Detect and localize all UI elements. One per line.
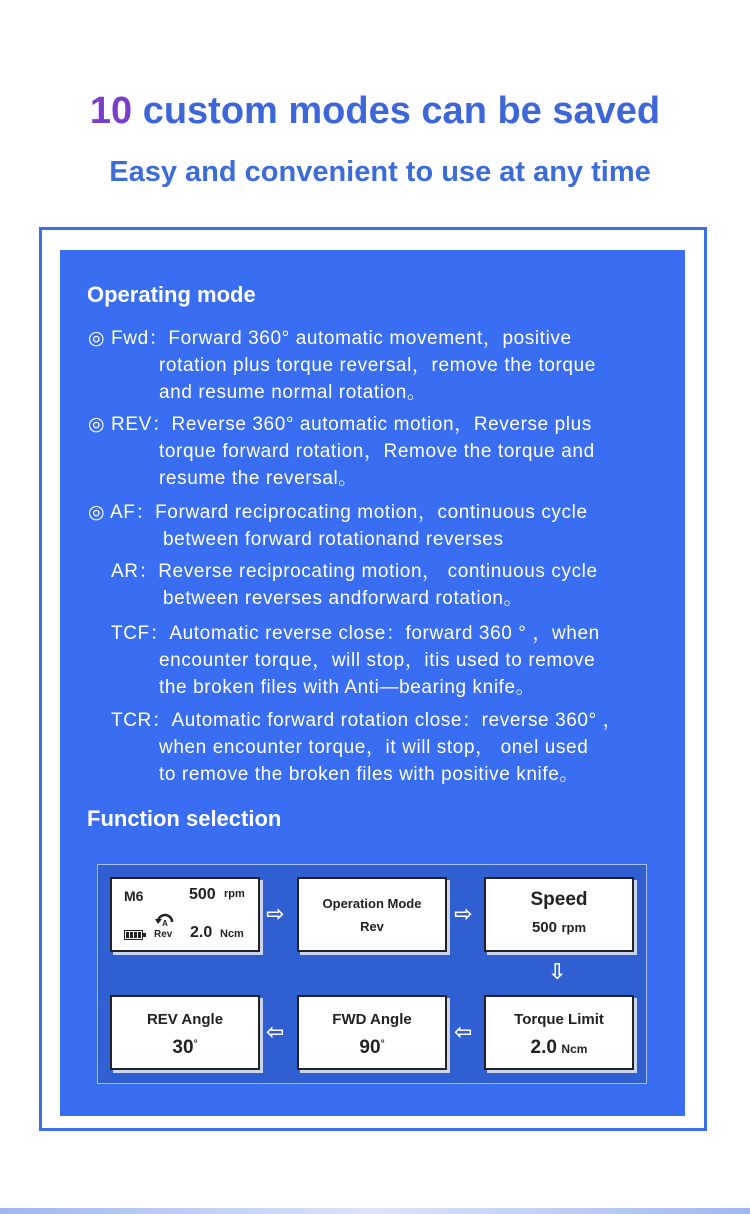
mode-line: Reverse 360° automatic motion，Reverse plus xyxy=(171,414,592,435)
speed-unit: rpm xyxy=(561,920,587,935)
mode-line: when encounter torque，it will stop， onel used xyxy=(159,737,589,758)
arrow-right-icon: ⇨ xyxy=(454,901,473,926)
speed-title: Speed xyxy=(530,889,588,910)
main-status-screen xyxy=(110,877,260,952)
mode-line: and resume normal rotation。 xyxy=(159,382,427,403)
speed-value: 500 xyxy=(531,919,557,936)
mode-line: Automatic reverse close：forward 360 ° ，when xyxy=(169,623,600,644)
mode-line: resume the reversal。 xyxy=(159,468,358,489)
fwd-angle-readout xyxy=(299,1037,445,1059)
mode-prefix: ◎ REV： xyxy=(88,414,172,435)
subheadline: Easy and convenient to use at any time xyxy=(109,156,651,188)
torque-limit-title: Torque Limit xyxy=(514,1011,604,1028)
mode-line: the broken files with Anti—bearing knife。 xyxy=(159,677,536,698)
mode-line: Automatic forward rotation close：reverse 360° ， xyxy=(171,710,623,731)
mode-prefix: TCR： xyxy=(111,710,172,731)
speed-readout xyxy=(486,919,632,937)
mode-rev xyxy=(88,411,595,492)
screen-speed-value: 500 xyxy=(189,886,216,903)
arrow-left-icon: ⇦ xyxy=(454,1019,473,1044)
mode-line: Reverse reciprocating motion， continuous cycle xyxy=(158,561,598,582)
fwd-angle-screen xyxy=(297,995,447,1070)
mode-line: encounter torque，will stop，itis used to remove xyxy=(159,650,596,671)
mode-line: torque forward rotation，Remove the torque and xyxy=(159,441,595,462)
fwd-angle-value: 90 xyxy=(359,1037,381,1058)
arrow-down-icon: ⇩ xyxy=(548,959,567,984)
rev-angle-screen xyxy=(110,995,260,1070)
headline-text: custom modes can be saved xyxy=(132,90,661,132)
svg-text:A: A xyxy=(162,919,168,927)
rev-angle-title: REV Angle xyxy=(146,1011,224,1028)
mode-tcr xyxy=(111,707,622,788)
bottom-divider xyxy=(0,1208,750,1214)
torque-limit-readout xyxy=(486,1037,632,1059)
torque-limit-value: 2.0 xyxy=(530,1037,557,1058)
screen-torque-unit: Ncm xyxy=(220,928,244,940)
screen-direction-label: Rev xyxy=(154,929,173,940)
rev-angle-value: 30 xyxy=(172,1037,194,1058)
mode-line: Forward 360° automatic movement，positive xyxy=(168,328,572,349)
screen-torque-value: 2.0 xyxy=(190,924,213,941)
battery-icon xyxy=(124,930,146,940)
headline-number: 10 xyxy=(89,90,133,132)
mode-line: Forward reciprocating motion，continuous cycle xyxy=(155,502,588,523)
mode-line: rotation plus torque reversal，remove the torque xyxy=(159,355,596,376)
torque-limit-screen xyxy=(484,995,634,1070)
mode-fwd xyxy=(88,325,596,406)
fwd-angle-unit: ° xyxy=(380,1038,385,1050)
function-selection-title: Function selection xyxy=(87,806,282,831)
rev-angle-unit: ° xyxy=(193,1038,198,1050)
mode-af xyxy=(88,499,588,553)
main-headline xyxy=(0,90,750,133)
rotation-direction-icon xyxy=(154,907,176,927)
speed-screen xyxy=(484,877,634,952)
fwd-angle-title: FWD Angle xyxy=(332,1011,412,1028)
torque-limit-unit: Ncm xyxy=(561,1042,588,1056)
mode-line: between reverses andforward rotation。 xyxy=(163,588,524,609)
screen-mode-label: M6 xyxy=(124,888,144,904)
operation-mode-title: Operation Mode xyxy=(322,896,422,911)
mode-prefix: AR： xyxy=(111,561,159,582)
operation-mode-value: Rev xyxy=(360,919,384,934)
operation-mode-screen xyxy=(297,877,447,952)
mode-tcf xyxy=(111,620,600,701)
screen-speed-unit: rpm xyxy=(224,888,245,900)
mode-prefix: ◎ Fwd： xyxy=(88,328,169,349)
arrow-left-icon: ⇦ xyxy=(266,1019,285,1044)
mode-prefix: TCF： xyxy=(111,623,170,644)
mode-ar xyxy=(111,558,598,612)
mode-line: to remove the broken files with positive knife。 xyxy=(159,764,579,785)
operating-mode-title: Operating mode xyxy=(87,282,256,307)
arrow-right-icon: ⇨ xyxy=(266,901,285,926)
function-flow-diagram xyxy=(97,864,647,1084)
rev-angle-readout xyxy=(112,1037,258,1059)
mode-line: between forward rotationand reverses xyxy=(163,529,504,550)
mode-prefix: ◎ AF： xyxy=(88,502,156,523)
